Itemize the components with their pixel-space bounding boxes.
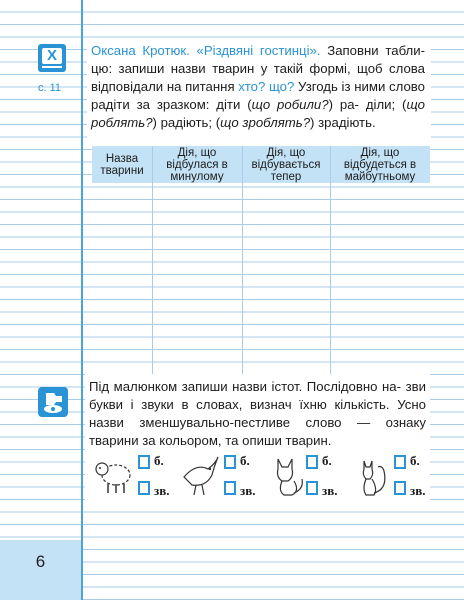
- bird-icon: [178, 453, 222, 499]
- sounds-count-box[interactable]: [224, 481, 236, 495]
- page-reference: с. 11: [38, 82, 62, 94]
- task2-instructions: Під малюнком запиши назви істот. Послідовно на- зви букви і звуки в словах, визнач їхню кількість. Усно назви зменшувально-пестливе слово — ознаку тварини за кольором, та опиши тварин.: [89, 379, 426, 448]
- letters-label: б.: [154, 453, 164, 468]
- task1-instructions: Оксана Кротюк. «Різдвяні гостинці». Заповни табли- цю: запиши назви тварин у такій формі, щоб слова відповідали на питання хто? що? Узгодь із ними слово радіти за зразком: діти (що робили?) ра- діли; (що роблять?) радіють; (що зроблять?) зрадіють.: [87, 38, 431, 148]
- letters-count-box[interactable]: [394, 455, 406, 469]
- letters-count-box[interactable]: [306, 455, 318, 469]
- column-header-future: Дія, що відбудеться в майбутньому: [343, 146, 417, 183]
- column-header-animal: Назва тварини: [100, 152, 144, 177]
- sounds-label: зв.: [240, 483, 256, 498]
- letters-label: б.: [410, 453, 420, 468]
- x-letter-book-icon: Х: [38, 44, 66, 72]
- sounds-count-box[interactable]: [138, 481, 150, 495]
- page-number: 6: [35, 552, 46, 571]
- letters-count-box[interactable]: [138, 455, 150, 469]
- sounds-count-box[interactable]: [306, 481, 318, 495]
- animal-exercise-row: [92, 453, 432, 503]
- puzzle-eye-icon: [38, 387, 68, 417]
- fox-icon: [264, 453, 308, 499]
- sounds-label: зв.: [154, 483, 170, 498]
- sounds-count-box[interactable]: [394, 481, 406, 495]
- column-header-past: Дія, що відбулася в минулому: [166, 146, 228, 183]
- letters-count-box[interactable]: [224, 455, 236, 469]
- lamb-icon: [92, 453, 136, 499]
- column-header-present: Дія, що відбувається тепер: [251, 146, 321, 183]
- letters-label: б.: [322, 453, 332, 468]
- animals-table: [92, 146, 430, 376]
- letters-label: б.: [240, 453, 250, 468]
- squirrel-icon: [348, 453, 392, 499]
- margin-line: [81, 0, 83, 600]
- task1-author: Оксана Кротюк. «Різдвяні гостинці».: [91, 43, 321, 58]
- sounds-label: зв.: [410, 483, 426, 498]
- task1-question: хто? що?: [238, 79, 295, 94]
- sounds-label: зв.: [322, 483, 338, 498]
